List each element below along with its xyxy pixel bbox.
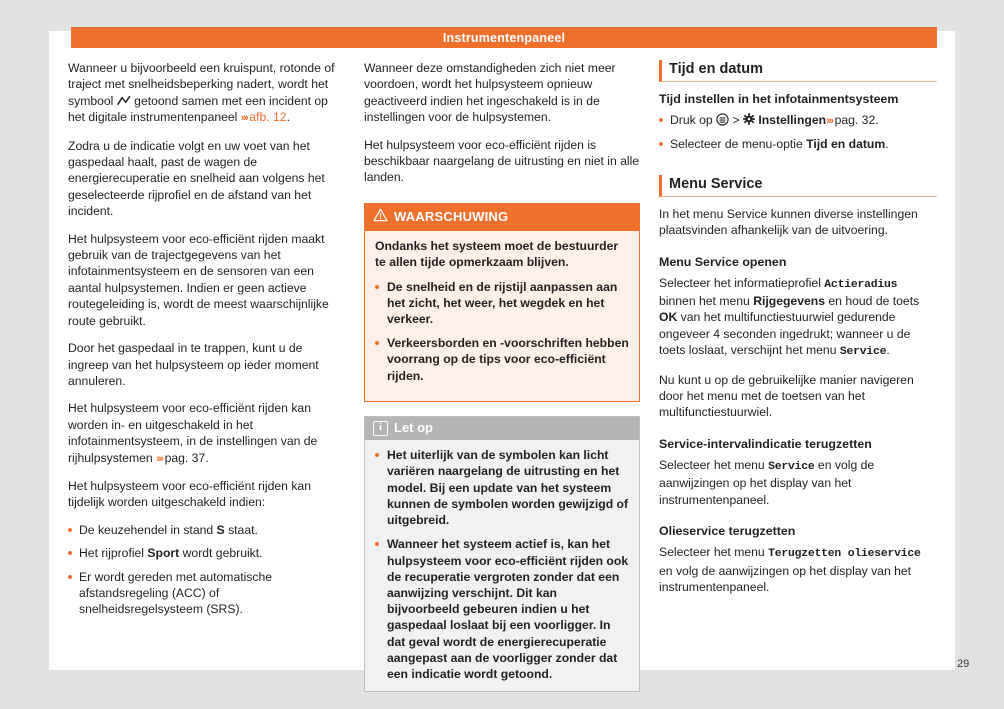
gear-icon[interactable] [743, 113, 755, 127]
menu-name-actieradius: Actieradius [824, 278, 898, 291]
section-heading-menu-service: Menu Service [659, 175, 937, 197]
list-item-period: . [885, 137, 889, 152]
list-item-text: Er wordt gereden met automatische afstandsregeling (ACC) of snelheidsregelsysteem (SRS). [79, 569, 273, 617]
list-item: De snelheid en de rijstijl aanpassen aan het zicht, het weer, het wegdek en het verkeer. [375, 279, 629, 328]
text-b: en volg de aanwijzingen op het display van het instrumentenpaneel. [659, 563, 912, 594]
note-box [364, 416, 640, 692]
column-right [659, 60, 937, 595]
list-item [68, 522, 340, 538]
column-middle [364, 60, 640, 692]
paragraph-reset-oil-service [659, 544, 937, 595]
note-box-title: Let op [394, 419, 433, 435]
page-number: 29 [957, 658, 970, 670]
text-a: Selecteer het menu [659, 545, 769, 560]
list-item [68, 569, 340, 618]
text-e: . [886, 343, 890, 358]
warning-box-header [365, 204, 639, 231]
subheading-reset-service-interval: Service-intervalindicatie terugzetten [659, 436, 872, 451]
list-item [659, 136, 937, 152]
list-item: Verkeersborden en -voorschriften hebben voorrang op de tips voor eco-efficiënt rijden. [375, 335, 629, 384]
list-item-text: Het rijprofiel [79, 546, 148, 561]
info-icon: i [373, 421, 388, 436]
subheading-set-time: Tijd instellen in het infotainmentsysteem [659, 92, 899, 106]
subheading-open-service-menu: Menu Service openen [659, 254, 787, 269]
list-item [68, 545, 340, 561]
paragraph-intro-text-b: getoond samen met een incident op het digitale instrumentenpaneel [68, 93, 328, 125]
list-item-text-end: wordt gebruikt. [179, 546, 263, 561]
menu-name-terugzetten-olieservice: Terugzetten olieservice [768, 548, 921, 561]
text-c: en houd de toets [825, 294, 920, 309]
paragraph-intro [68, 60, 340, 127]
list-item-period: . [875, 113, 879, 127]
warning-triangle-icon [373, 208, 388, 226]
paragraph-5 [68, 400, 340, 467]
page-reference-link[interactable]: pag. 32 [834, 113, 876, 127]
button-name-ok: OK [659, 310, 678, 325]
paragraph-1: Wanneer deze omstandigheden zich niet meer voordoen, wordt het hulpsysteem opnieuw geactiveerd indien het ingeschakeld is in de instellingen voor de hulpsystemen. [364, 61, 616, 125]
warning-box-title: WAARSCHUWING [394, 208, 509, 224]
list-item-bold: Sport [147, 546, 180, 561]
column-left [68, 60, 340, 625]
list-item-bold: S [216, 522, 225, 537]
text-a: Selecteer het informatieprofiel [659, 275, 825, 290]
subheading-reset-oil-service: Olieservice terugzetten [659, 524, 796, 539]
paragraph-menu-service-intro: In het menu Service kunnen diverse instellingen plaatsvinden afhankelijk van de uitvoering. [659, 206, 918, 238]
warning-box-body [365, 231, 639, 401]
reference-arrows-icon: ››› [240, 112, 248, 125]
paragraph-navigate-menu: Nu kunt u op de gebruikelijke manier navigeren door het menu met de toetsen van het multifunctiestuurwiel. [659, 372, 914, 420]
page-reference-link[interactable]: pag. 37 [164, 450, 206, 465]
paragraph-3: Het hulpsysteem voor eco-efficiënt rijden maakt gebruik van de trajectgegevens van het infotainmentsysteem en de sensoren van een aantal hulpsystemen. Indien er geen actieve routegeleiding is, wordt de meest waarschijnlijke route gebruikt. [68, 231, 329, 328]
paragraph-5-text: Het hulpsysteem voor eco-efficiënt rijden kan worden in- en uitgeschakeld in het infotainmentsysteem, in de instellingen van de rijhulpsystemen [68, 401, 318, 465]
paragraph-intro-text-a: Wanneer u bijvoorbeeld een kruispunt, rotonde of traject met snelheidsbeperking nadert, wordt het symbool [68, 61, 335, 108]
eco-predictive-hill-icon [117, 94, 131, 105]
figure-reference-link[interactable]: afb. 12 [249, 110, 287, 125]
list-item [659, 112, 937, 129]
paragraph-2: Zodra u de indicatie volgt en uw voet van het gaspedaal haalt, past de wagen de energierecuperatie en snelheid aan volgens het geselecteerde rijprofiel en de afstand van het incident. [68, 138, 325, 219]
paragraph-open-service-menu [659, 275, 937, 361]
menu-name-service: Service [768, 460, 815, 473]
reference-arrows-icon: ››› [156, 452, 163, 465]
note-box-header [365, 417, 639, 440]
paragraph-2: Het hulpsysteem voor eco-efficiënt rijden is beschikbaar naargelang de uitrusting en niet in alle landen. [364, 137, 640, 185]
list-item-text: Druk op [670, 113, 717, 127]
text-b: binnen het menu [659, 294, 754, 309]
paragraph-4: Door het gaspedaal in te trappen, kunt u de ingreep van het hulpsysteem op ieder moment annuleren. [68, 341, 319, 388]
menu-name-service: Service [839, 346, 887, 359]
list-item: Het uiterlijk van de symbolen kan licht variëren naargelang de uitrusting en het model. Bij een update van het systeem kunnen de symbolen worden gewijzigd of uitgebreid. [375, 447, 629, 528]
list-item-bold: Instellingen [758, 113, 827, 127]
menu-circle-icon[interactable] [716, 113, 729, 127]
paragraph-reset-service-interval [659, 457, 937, 508]
section-heading-time-date: Tijd en datum [659, 60, 937, 82]
text-a: Selecteer het menu [659, 457, 769, 472]
paragraph-5-period: . [205, 450, 209, 465]
warning-intro: Ondanks het systeem moet de bestuurder te allen tijde opmerkzaam blijven. [375, 239, 619, 270]
text-b: en volg de aanwijzingen op het display van het instrumentenpaneel. [659, 457, 875, 507]
text-d: van het multifunctiestuurwiel gedurende ongeveer 4 seconden ingedrukt; wanneer u de toets loslaat, verschijnt het menu [659, 310, 911, 358]
menu-name-rijgegevens: Rijgegevens [753, 294, 825, 309]
list-item-text: Selecteer de menu-optie [670, 137, 807, 152]
page-header-title: Instrumentenpaneel [442, 30, 566, 45]
warning-box [364, 203, 640, 402]
list-item-text-end: staat. [224, 522, 258, 537]
paragraph-intro-period: . [286, 110, 290, 125]
list-item-text: De keuzehendel in stand [79, 522, 217, 537]
list-item: Wanneer het systeem actief is, kan het hulpsysteem voor eco-efficiënt rijden ook de recuperatie vergroten zonder dat een aanwijzing verschijnt. Dit kan bijvoorbeeld gebeuren indien u het gaspedaal loslaat bij een voorligger. In dat geval wordt de energierecuperatie aangepast aan de voorligger zonder dat een indicatie wordt getoond. [375, 536, 629, 682]
reference-arrows-icon: ››› [826, 115, 833, 127]
paragraph-6: Het hulpsysteem voor eco-efficiënt rijden kan tijdelijk worden uitgeschakeld indien: [68, 478, 311, 510]
list-item-bold: Tijd en datum [806, 137, 886, 152]
list-item-separator: > [729, 113, 743, 127]
note-box-body [365, 440, 639, 691]
